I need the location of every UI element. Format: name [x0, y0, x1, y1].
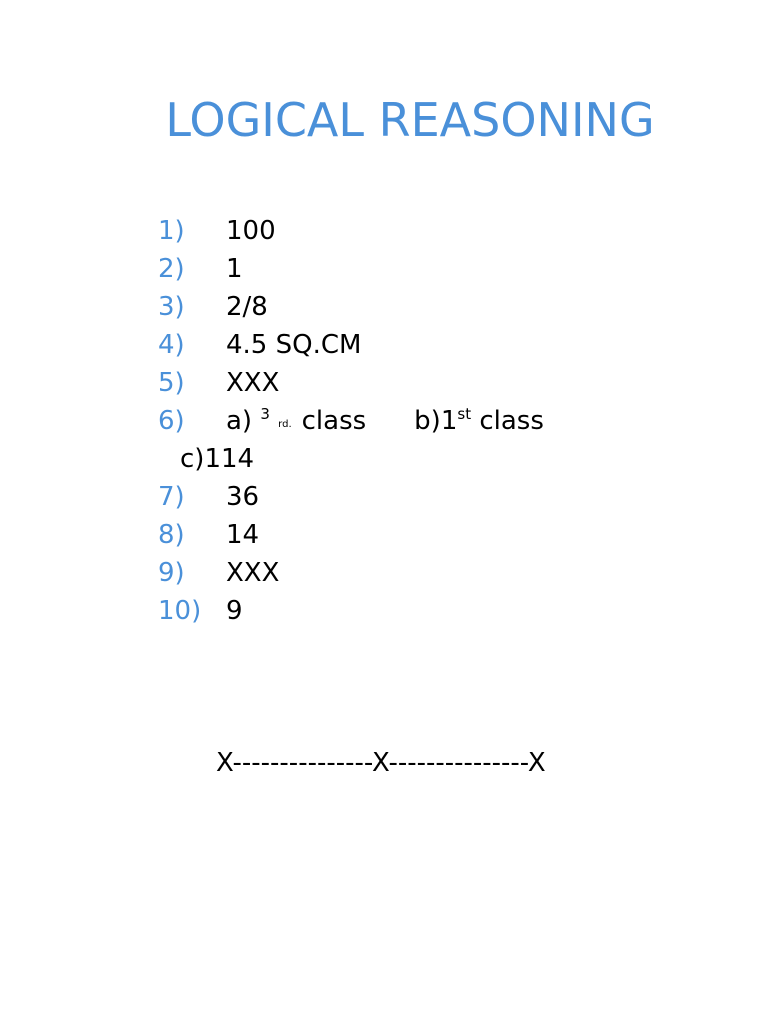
option-b-prefix: b)1 [414, 406, 458, 436]
answer-continuation [158, 440, 698, 478]
answer-item [158, 326, 698, 364]
answer-value: 9 [226, 596, 243, 626]
answer-item [158, 212, 698, 250]
answer-number: 1) [158, 216, 185, 246]
answer-number: 6) [158, 406, 185, 436]
option-a-class: class [301, 406, 367, 436]
option-b-class: class [479, 406, 544, 436]
answer-value: 2/8 [226, 292, 268, 322]
answer-value: 36 [226, 482, 260, 512]
answer-number: 10) [158, 596, 202, 626]
option-a-prefix: a) [226, 406, 253, 436]
answer-item [158, 516, 698, 554]
answer-value: 4.5 SQ.CM [226, 330, 362, 360]
answer-value: 1 [226, 254, 243, 284]
answer-item [158, 402, 698, 440]
answer-list [158, 212, 698, 630]
answer-number: 2) [158, 254, 185, 284]
answer-item [158, 364, 698, 402]
answer-value: 100 [226, 216, 276, 246]
answer-value [226, 402, 544, 440]
answer-number: 8) [158, 520, 185, 550]
option-b-superscript: st [457, 405, 472, 423]
answer-item [158, 592, 698, 630]
answer-value: XXX [226, 368, 280, 398]
answer-value: 14 [226, 520, 260, 550]
option-a-superscript-suffix: rd. [278, 419, 292, 430]
document-title: LOGICAL REASONING [165, 93, 655, 147]
answer-number: 5) [158, 368, 185, 398]
answer-item [158, 250, 698, 288]
answer-number: 4) [158, 330, 185, 360]
option-c: c)114 [180, 444, 255, 474]
answer-item [158, 288, 698, 326]
answer-item [158, 554, 698, 592]
option-a-superscript: 3 [260, 405, 270, 423]
end-divider: X---------------X---------------X [216, 748, 546, 778]
answer-number: 7) [158, 482, 185, 512]
answer-number: 3) [158, 292, 185, 322]
answer-value: XXX [226, 558, 280, 588]
answer-number: 9) [158, 558, 185, 588]
answer-item [158, 478, 698, 516]
